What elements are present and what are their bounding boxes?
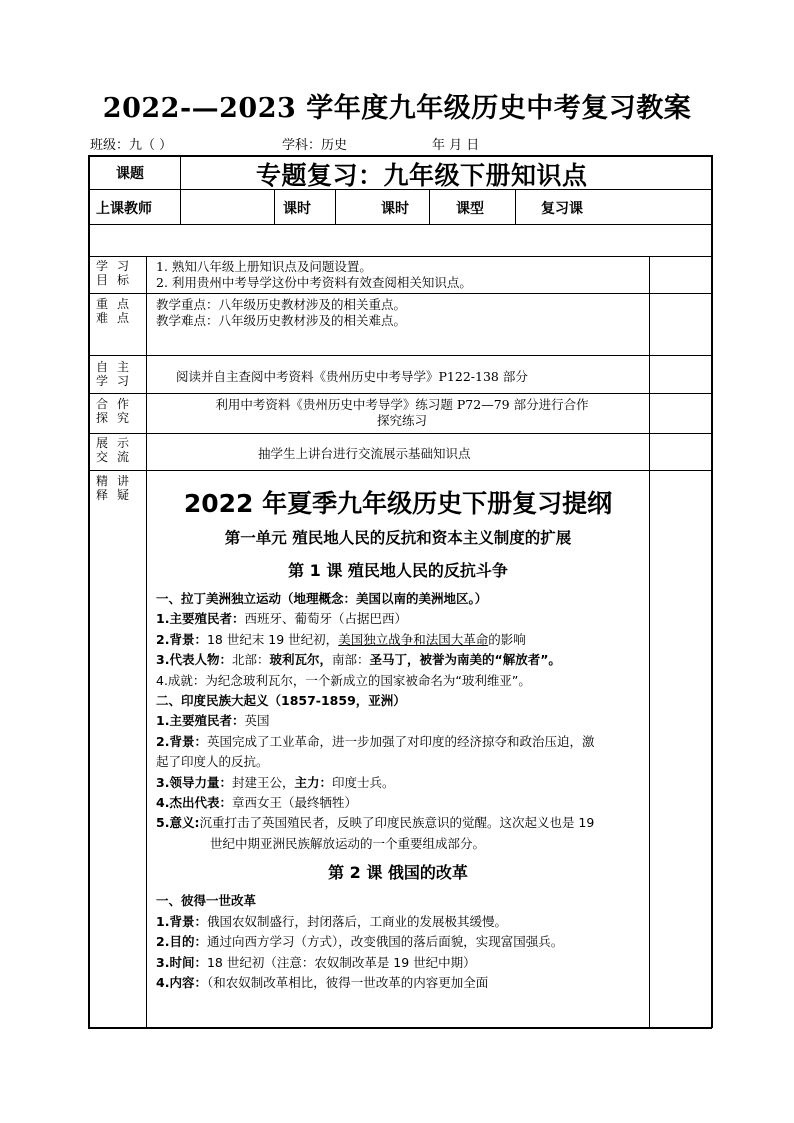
- list-item-continuation: 世纪中期亚洲民族解放运动的一个重要组成部分。: [210, 835, 486, 851]
- coop-text: 利用中考资料《贵州历史中考导学》练习题 P72—79 部分进行合作 探究练习: [215, 397, 589, 428]
- section-heading: 二、印度民族大起义（1857-1859，亚洲）: [156, 693, 406, 709]
- key-point-item: 教学难点：八年级历史教材涉及的相关难点。: [156, 313, 407, 328]
- show-label: 展示 交流: [96, 436, 139, 464]
- coop-label: 合作 探究: [96, 397, 139, 425]
- goal-item: 1. 熟知八年级上册知识点及问题设置。: [156, 259, 372, 274]
- goals-list: [156, 259, 472, 291]
- list-item-continuation: 起了印度人的反抗。: [156, 754, 269, 770]
- unit-title: 第一单元 殖民地人民的反抗和资本主义制度的扩展: [224, 529, 572, 547]
- type-value: 复习课: [541, 201, 583, 217]
- key-points-list: [156, 297, 406, 329]
- self-study-label: 自主 学习: [96, 360, 139, 388]
- goals-label: 学习 目标: [96, 259, 139, 287]
- lesson-1-title: 第 1 课 殖民地人民的反抗斗争: [288, 561, 508, 580]
- section-heading: 一、拉丁美洲独立运动（地理概念：美国以南的美洲地区。）: [156, 591, 488, 606]
- meta-date: 年 月 日: [432, 138, 480, 153]
- section-heading: 一、彼得一世改革: [156, 893, 257, 909]
- teacher-label: 上课教师: [96, 201, 152, 217]
- topic-value: 专题复习：九年级下册知识点: [256, 161, 588, 190]
- lesson-2-title: 第 2 课 俄国的改革: [328, 863, 468, 883]
- self-study-text: 阅读并自主查阅中考资料《贵州历史中考导学》P122-138 部分: [176, 369, 528, 384]
- list-item: 4.成就：为纪念玻利瓦尔，一个新成立的国家被命名为“玻利维亚”。: [156, 672, 531, 688]
- document-title: 2022-—2023 学年度九年级历史中考复习教案: [102, 93, 692, 124]
- meta-subject: 学科：历史: [282, 138, 348, 153]
- list-item: 1.主要殖民者：西班牙、葡萄牙（占据巴西）: [156, 611, 407, 627]
- list-item: 1.主要殖民者：英国: [156, 713, 270, 729]
- list-item: 1.背景：俄国农奴制盛行，封闭落后，工商业的发展极其缓慢。: [156, 913, 507, 929]
- list-item: 2.背景：18 世纪末 19 世纪初，美国独立战争和法国大革命的影响: [156, 631, 526, 647]
- lecture-content: [152, 477, 644, 1027]
- list-item: 2.背景：英国完成了工业革命，进一步加强了对印度的经济掠夺和政治压迫，激: [156, 733, 595, 749]
- type-label: 课型: [456, 201, 484, 217]
- period-label-1: 课时: [283, 201, 311, 217]
- topic-label: 课题: [116, 166, 144, 182]
- list-item: 5.意义:沉重打击了英国殖民者，反映了印度民族意识的觉醒。这次起义也是 19: [156, 815, 595, 831]
- show-text: 抽学生上讲台进行交流展示基础知识点: [258, 446, 471, 461]
- list-item: 3.代表人物：北部：玻利瓦尔，南部：圣马丁，被誉为南美的“解放者”。: [156, 652, 561, 668]
- period-label-2: 课时: [381, 201, 409, 217]
- list-item: 3.时间：18 世纪初（注意：农奴制改革是 19 世纪中期）: [156, 954, 476, 970]
- lecture-label: 精讲 释疑: [96, 474, 139, 502]
- list-item: 4.杰出代表：章西女王（最终牺牲）: [156, 795, 357, 811]
- goal-item: 2. 利用贵州中考导学这份中考资料有效查阅相关知识点。: [156, 275, 472, 290]
- outline-title: 2022 年夏季九年级历史下册复习提纲: [183, 489, 613, 518]
- key-point-item: 教学重点：八年级历史教材涉及的相关重点。: [156, 297, 407, 312]
- meta-class: 班级：九（ ）: [90, 138, 173, 153]
- list-item: 3.领导力量：封建王公，主力：印度士兵。: [156, 774, 395, 790]
- key-label: 重点 难点: [96, 297, 139, 325]
- list-item: 2.目的：通过向西方学习（方式），改变俄国的落后面貌，实现富国强兵。: [156, 934, 564, 950]
- list-item: 4.内容：（和农奴制改革相比，彼得一世改革的内容更加全面: [156, 974, 489, 990]
